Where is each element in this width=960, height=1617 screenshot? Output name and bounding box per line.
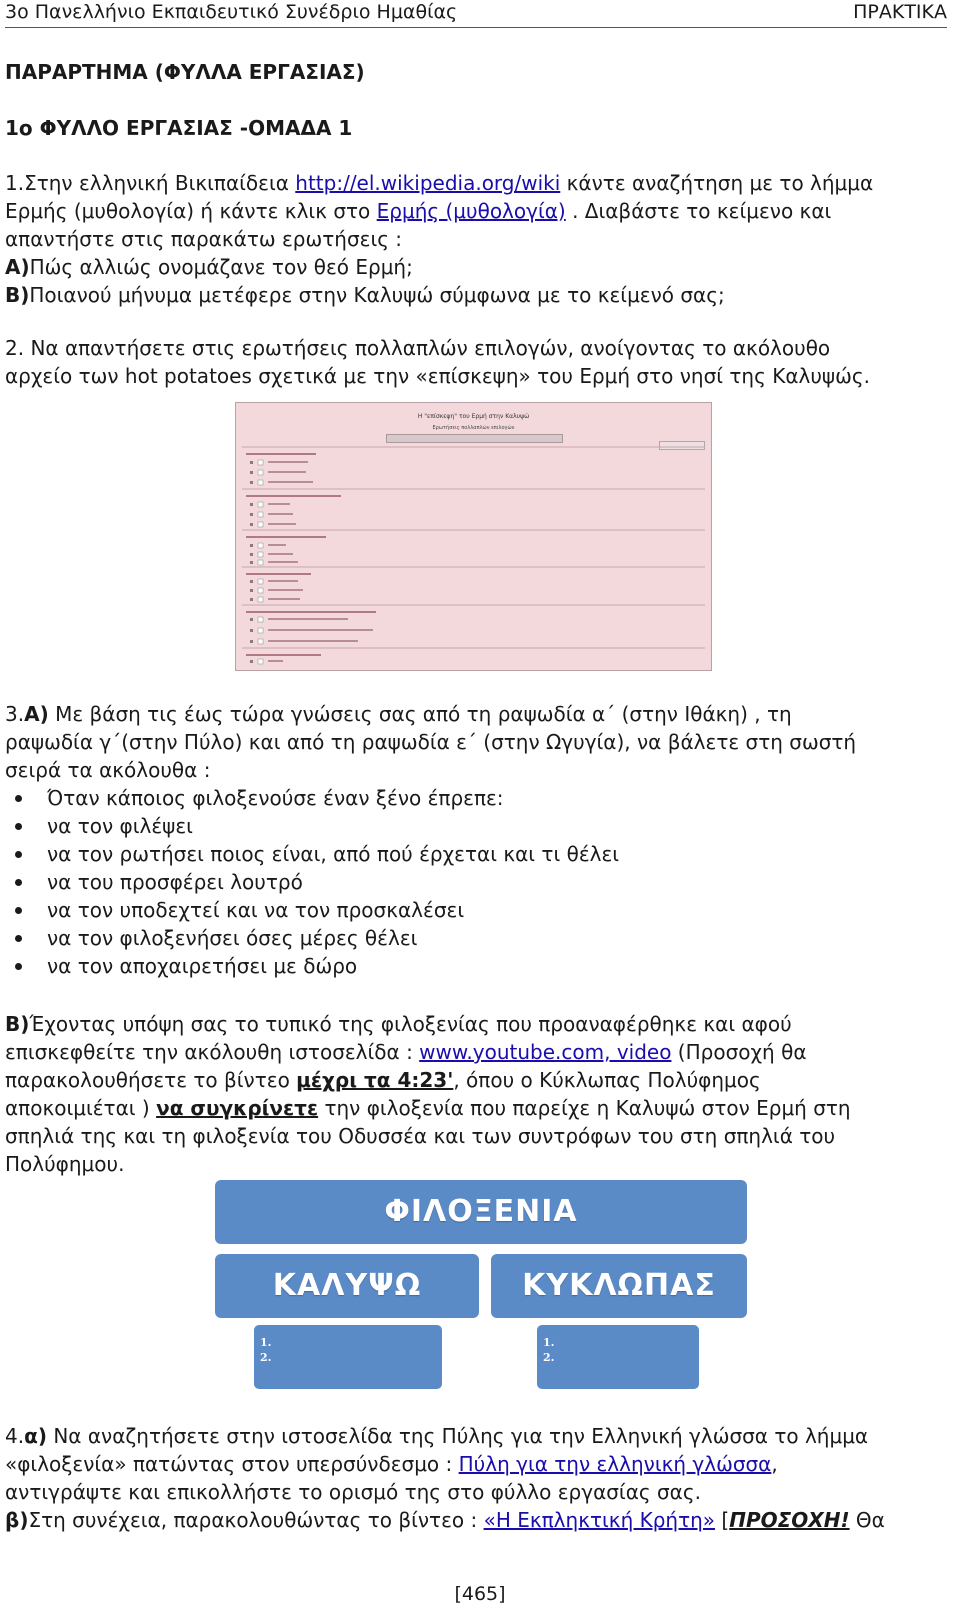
header-section-label: ΠΡΑΚΤΙΚΑ [853, 1, 947, 23]
header-conference-title: 3ο Πανελλήνιο Εκπαιδευτικό Συνέδριο Ημαθίας [5, 1, 458, 23]
page-header [5, 0, 947, 28]
cyclops-items-box [537, 1325, 699, 1389]
calypso-items-box [254, 1325, 442, 1389]
q3b-line-1: Β)Έχοντας υπόψη σας το τυπικό της φιλοξενίας που προαναφέρθηκε και αφού [5, 1012, 792, 1036]
cyclops-item: 1. [543, 1336, 555, 1349]
quiz-questions-graphic [236, 403, 711, 670]
page-number: [465] [454, 1583, 506, 1605]
appendix-title: ΠΑΡΑΡΤΗΜΑ (ΦΥΛΛΑ ΕΡΓΑΣΙΑΣ) [5, 60, 365, 84]
q4-line-2: «φιλοξενία» πατώντας στον υπερσύνδεσμο : Πύλη για την ελληνική γλώσσα, [5, 1452, 778, 1476]
q1-line-1: 1.Στην ελληνική Βικιπαίδεια http://el.wikipedia.org/wiki κάντε αναζήτηση με το λήμμα [5, 171, 874, 195]
list-item: να τον φιλοξενήσει όσες μέρες θέλει [5, 924, 950, 952]
q3b-line-5: σπηλιά της και τη φιλοξενία του Οδυσσέα και των συντρόφων του στη σπηλιά του [5, 1124, 836, 1148]
question-4 [5, 1422, 950, 1534]
hospitality-steps-list [5, 784, 950, 980]
greek-language-portal-link[interactable]: Πύλη για την ελληνική γλώσσα [458, 1452, 772, 1476]
q3b-line-6: Πολύφημου. [5, 1152, 125, 1176]
q1-line-3: απαντήστε στις παρακάτω ερωτήσεις : [5, 227, 403, 251]
diagram-title-box: ΦΙΛΟΞΕΝΙΑ [215, 1180, 747, 1244]
youtube-video-link[interactable]: www.youtube.com, video [419, 1040, 672, 1064]
list-item: να τον φιλέψει [5, 812, 950, 840]
q4-line-4: β)Στη συνέχεια, παρακολουθώντας το βίντεο : «Η Εκπληκτική Κρήτη» [ΠΡΟΣΟΧΗ! Θα [5, 1508, 885, 1532]
cyclops-item: 2. [543, 1351, 555, 1364]
question-2 [5, 334, 950, 390]
list-item: να τον υποδεχτεί και να τον προσκαλέσει [5, 896, 950, 924]
question-3b [5, 1010, 950, 1178]
hot-potatoes-quiz-screenshot [235, 402, 712, 671]
list-item: να του προσφέρει λουτρό [5, 868, 950, 896]
q3-line-2: ραψωδία γ΄(στην Πύλο) και από τη ραψωδία ε΄ (στην Ωγυγία), να βάλετε στη σωστή [5, 730, 857, 754]
hermes-article-link[interactable]: Ερμής (μυθολογία) [376, 199, 566, 223]
q3-line-3: σειρά τα ακόλουθα : [5, 758, 211, 782]
calypso-item: 1. [260, 1336, 272, 1349]
wikipedia-link[interactable]: http://el.wikipedia.org/wiki [295, 171, 561, 195]
crete-video-link[interactable]: «Η Εκπληκτική Κρήτη» [483, 1508, 716, 1532]
q3-line-1: 3.Α) Με βάση τις έως τώρα γνώσεις σας από τη ραψωδία α΄ (στην Ιθάκη) , τη [5, 702, 792, 726]
quiz-screenshot-title: Η "επίσκεψη" του Ερμή στην Καλυψώ [417, 413, 530, 420]
diagram-cyclops-box: ΚΥΚΛΩΠΑΣ [491, 1254, 747, 1318]
question-3 [5, 700, 950, 980]
q3b-line-4: αποκοιμιέται ) να συγκρίνετε την φιλοξενία που παρείχε η Καλυψώ στον Ερμή στη [5, 1096, 851, 1120]
q1-subquestion-a: Α)Πώς αλλιώς ονομάζανε τον θεό Ερμή; [5, 255, 413, 279]
list-item: να τον αποχαιρετήσει με δώρο [5, 952, 950, 980]
worksheet-title: 1ο ΦΥΛΛΟ ΕΡΓΑΣΙΑΣ -ΟΜΑΔΑ 1 [5, 116, 353, 140]
q3b-line-3: παρακολουθήσετε το βίντεο μέχρι τα 4:23', όπου ο Κύκλωπας Πολύφημος [5, 1068, 761, 1092]
q2-line-1: 2. Να απαντήσετε στις ερωτήσεις πολλαπλών επιλογών, ανοίγοντας το ακόλουθο [5, 336, 831, 360]
q4-line-1: 4.α) Να αναζητήσετε στην ιστοσελίδα της Πύλης για την Ελληνική γλώσσα το λήμμα [5, 1424, 869, 1448]
quiz-screenshot-subtitle: Ερωτήσεις πολλαπλών επιλογών [432, 425, 515, 431]
list-item: να τον ρωτήσει ποιος είναι, από πού έρχεται και τι θέλει [5, 840, 950, 868]
question-1 [5, 169, 950, 309]
q3b-line-2: επισκεφθείτε την ακόλουθη ιστοσελίδα : www.youtube.com, video (Προσοχή θα [5, 1040, 807, 1064]
diagram-calypso-box: ΚΑΛΥΨΩ [215, 1254, 479, 1318]
calypso-item: 2. [260, 1351, 272, 1364]
list-item: Όταν κάποιος φιλοξενούσε έναν ξένο έπρεπε: [5, 784, 950, 812]
q1-line-2: Ερμής (μυθολογία) ή κάντε κλικ στο Ερμής (μυθολογία) . Διαβάστε το κείμενο και [5, 199, 832, 223]
q4-line-3: αντιγράψτε και επικολλήστε το ορισμό της στο φύλλο εργασίας σας. [5, 1480, 701, 1504]
q2-line-2: αρχείο των hot potatoes σχετικά με την «επίσκεψη» του Ερμή στο νησί της Καλυψώς. [5, 364, 870, 388]
q1-subquestion-b: Β)Ποιανού μήνυμα μετέφερε στην Καλυψώ σύμφωνα με το κείμενό σας; [5, 283, 725, 307]
